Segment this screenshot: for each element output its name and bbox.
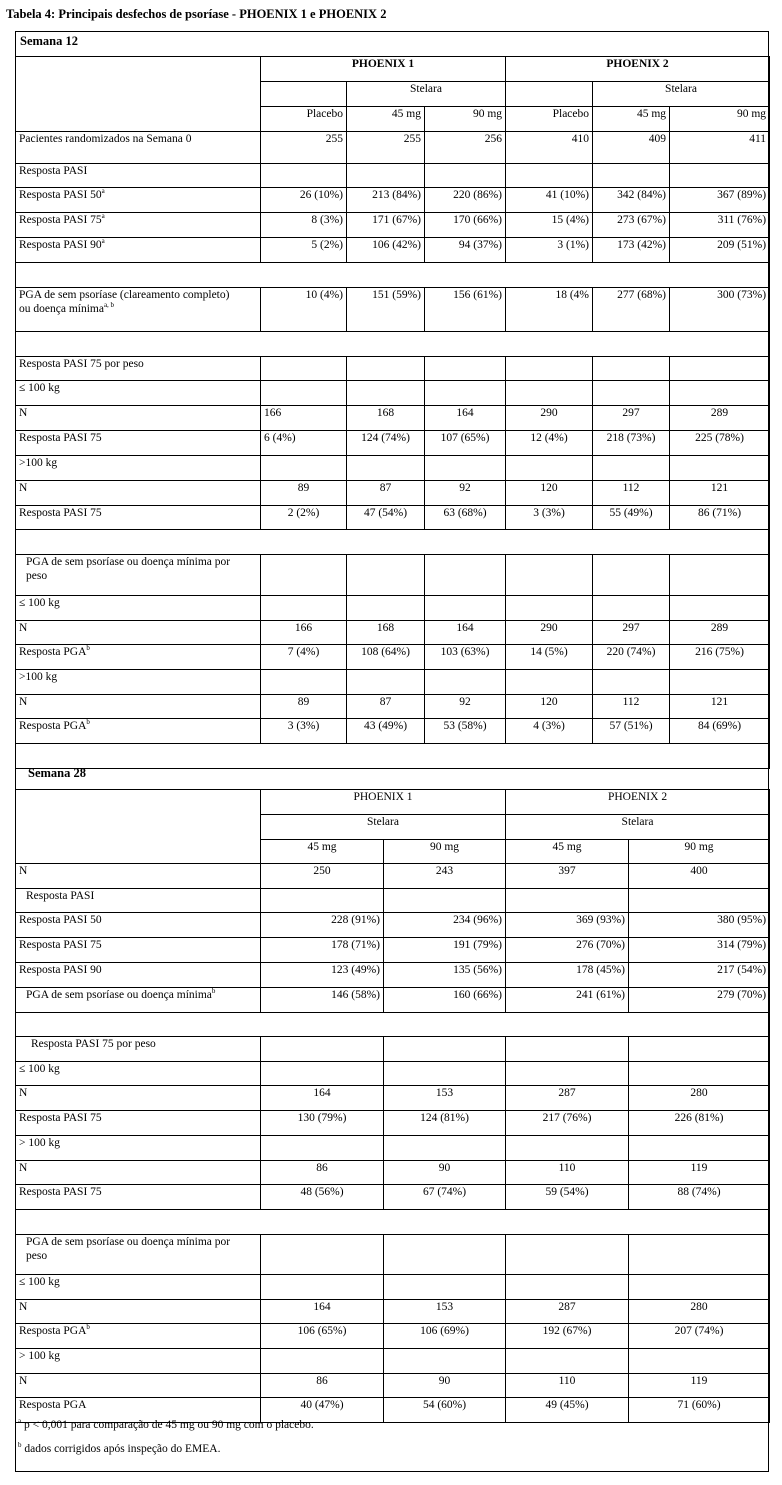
cell: 191 (79%): [384, 938, 506, 963]
cell: 3 (3%): [506, 506, 593, 530]
cell: 400: [629, 864, 770, 889]
cell: 87: [347, 481, 425, 506]
cell: 15 (4%): [506, 213, 593, 238]
cell: 106 (69%): [384, 1324, 506, 1349]
row-label: Resposta PASI 75 por peso: [16, 1037, 261, 1062]
cell: 6 (4%): [261, 431, 347, 456]
cell: 170 (66%): [425, 213, 506, 238]
cell: 110: [506, 1374, 629, 1398]
row-label: > 100 kg: [16, 1349, 261, 1374]
row-label: N: [16, 481, 261, 506]
placebo-header: Placebo: [506, 107, 593, 132]
cell: 241 (61%): [506, 988, 629, 1013]
phoenix1-header: PHOENIX 1: [261, 790, 506, 815]
spacer-row: [16, 1013, 770, 1037]
row-label: Resposta PASI 90: [16, 963, 261, 988]
cell: 130 (79%): [261, 1111, 384, 1136]
row-label: Resposta PGA$^b$: [16, 1324, 261, 1349]
cell: 49 (45%): [506, 1398, 629, 1423]
row-label: Resposta PASI 75 por peso: [16, 357, 261, 381]
cell: 216 (75%): [670, 645, 770, 670]
cell: 279 (70%): [629, 988, 770, 1013]
table-row: [16, 1235, 770, 1275]
table-row: [16, 357, 770, 381]
cell: 121: [670, 481, 770, 506]
row-label: N: [16, 695, 261, 719]
cell: 166: [261, 406, 347, 431]
cell: 90: [384, 1161, 506, 1185]
table-row: [16, 719, 770, 744]
cell: 48 (56%): [261, 1185, 384, 1210]
cell: 280: [629, 1300, 770, 1324]
cell: 43 (49%): [347, 719, 425, 744]
table-row: [16, 1086, 770, 1111]
row-label: >100 kg: [16, 456, 261, 481]
cell: 300 (73%): [670, 288, 770, 332]
cell: 166: [261, 621, 347, 645]
row-label: Resposta PASI 90$^a$: [16, 238, 261, 263]
row-label: PGA de sem psoríase ou doença mínima por peso: [16, 555, 261, 596]
cell: 277 (68%): [593, 288, 670, 332]
cell: 411: [670, 132, 770, 164]
cell: 273 (67%): [593, 213, 670, 238]
table-row: [16, 456, 770, 481]
cell: 86: [261, 1374, 384, 1398]
cell: 234 (96%): [384, 913, 506, 938]
cell: 297: [593, 621, 670, 645]
cell: 367 (89%): [670, 188, 770, 213]
spacer-row: [16, 263, 770, 288]
cell: 59 (54%): [506, 1185, 629, 1210]
row-label: Resposta PASI 75: [16, 506, 261, 530]
row-label: Resposta PASI: [16, 164, 261, 188]
cell: 4 (3%): [506, 719, 593, 744]
table-row: [16, 645, 770, 670]
table-row: [16, 164, 770, 188]
cell: 63 (68%): [425, 506, 506, 530]
table-row: [16, 1374, 770, 1398]
table-row: [16, 1349, 770, 1374]
cell: 7 (4%): [261, 645, 347, 670]
row-label: ≤ 100 kg: [16, 1275, 261, 1300]
cell: 213 (84%): [347, 188, 425, 213]
cell: 124 (74%): [347, 431, 425, 456]
blank-cell: [506, 82, 593, 107]
cell: 153: [384, 1300, 506, 1324]
table-row: [16, 431, 770, 456]
row-label: PGA de sem psoríase (clareamento completo) ou doença mínima$^{a, b}$: [16, 288, 261, 332]
table-row: [16, 406, 770, 431]
cell: 168: [347, 406, 425, 431]
cell: 287: [506, 1300, 629, 1324]
table-row: [16, 1037, 770, 1062]
cell: 342 (84%): [593, 188, 670, 213]
cell: 53 (58%): [425, 719, 506, 744]
cell: 108 (64%): [347, 645, 425, 670]
cell: 256: [425, 132, 506, 164]
cell: 280: [629, 1086, 770, 1111]
row-label: N: [16, 1300, 261, 1324]
cell: 255: [261, 132, 347, 164]
cell: 3 (3%): [261, 719, 347, 744]
week12-table: [15, 56, 770, 769]
row-label: >100 kg: [16, 670, 261, 695]
row-label: Resposta PASI 75: [16, 431, 261, 456]
cell: 192 (67%): [506, 1324, 629, 1349]
cell: 112: [593, 695, 670, 719]
row-label: PGA de sem psoríase ou doença mínima por peso: [16, 1235, 261, 1275]
week12-label: Semana 12: [20, 34, 78, 48]
table-row: [16, 288, 770, 332]
cell: 164: [261, 1086, 384, 1111]
phoenix2-header: PHOENIX 2: [506, 790, 770, 815]
cell: 120: [506, 695, 593, 719]
table-row: [16, 213, 770, 238]
cell: 89: [261, 695, 347, 719]
row-label: N: [16, 1086, 261, 1111]
cell: 86: [261, 1161, 384, 1185]
cell: 146 (58%): [261, 988, 384, 1013]
table-row: [16, 1136, 770, 1161]
cell: 287: [506, 1086, 629, 1111]
cell: 47 (54%): [347, 506, 425, 530]
table-title: Tabela 4: Principais desfechos de psoríase - PHOENIX 1 e PHOENIX 2: [6, 7, 387, 21]
cell: 90: [384, 1374, 506, 1398]
cell: 250: [261, 864, 384, 889]
cell: 290: [506, 621, 593, 645]
cell: 103 (63%): [425, 645, 506, 670]
stelara-header: Stelara: [593, 82, 770, 107]
row-label: Resposta PASI 50$^a$: [16, 188, 261, 213]
cell: 397: [506, 864, 629, 889]
cell: 54 (60%): [384, 1398, 506, 1423]
row-label: Resposta PGA$^b$: [16, 645, 261, 670]
table-row: [16, 1300, 770, 1324]
cell: 14 (5%): [506, 645, 593, 670]
cell: 225 (78%): [670, 431, 770, 456]
cell: 164: [261, 1300, 384, 1324]
row-label: N: [16, 1161, 261, 1185]
row-label: Resposta PASI 50: [16, 913, 261, 938]
week28-label: Semana 28: [28, 766, 86, 780]
table-row: [16, 596, 770, 621]
table-row: [16, 132, 770, 164]
cell: 164: [425, 406, 506, 431]
cell: 26 (10%): [261, 188, 347, 213]
cell: 40 (47%): [261, 1398, 384, 1423]
cell: 297: [593, 406, 670, 431]
row-label: ≤ 100 kg: [16, 381, 261, 406]
stelara-header: Stelara: [347, 82, 506, 107]
phoenix1-header: PHOENIX 1: [261, 57, 506, 82]
table-row: [16, 1275, 770, 1300]
blank-cell: [261, 82, 347, 107]
cell: 84 (69%): [670, 719, 770, 744]
stelara-header: Stelara: [506, 815, 770, 840]
cell: 168: [347, 621, 425, 645]
dose90-header: 90 mg: [384, 840, 506, 864]
header-empty-cell: [16, 57, 261, 132]
spacer-row: [16, 332, 770, 357]
table-row: [16, 1111, 770, 1136]
cell: 92: [425, 481, 506, 506]
cell: 110: [506, 1161, 629, 1185]
table-row: [16, 481, 770, 506]
cell: 173 (42%): [593, 238, 670, 263]
row-label: ≤ 100 kg: [16, 1062, 261, 1086]
cell: 12 (4%): [506, 431, 593, 456]
cell: 121: [670, 695, 770, 719]
cell: 135 (56%): [384, 963, 506, 988]
cell: 2 (2%): [261, 506, 347, 530]
row-label: ≤ 100 kg: [16, 596, 261, 621]
cell: 217 (76%): [506, 1111, 629, 1136]
row-label: Resposta PGA$^b$: [16, 719, 261, 744]
row-label: Resposta PASI 75: [16, 938, 261, 963]
cell: 255: [347, 132, 425, 164]
dose45-header: 45 mg: [506, 840, 629, 864]
placebo-header: Placebo: [261, 107, 347, 132]
row-label: Pacientes randomizados na Semana 0: [16, 132, 261, 164]
table-row: [16, 1324, 770, 1349]
cell: 220 (86%): [425, 188, 506, 213]
cell: 409: [593, 132, 670, 164]
row-label: N: [16, 406, 261, 431]
table-row: [16, 188, 770, 213]
table-row: [16, 913, 770, 938]
cell: 178 (71%): [261, 938, 384, 963]
table-row: [16, 381, 770, 406]
table-row: [16, 555, 770, 596]
dose90-header: 90 mg: [425, 107, 506, 132]
header-empty-cell: [16, 790, 261, 864]
cell: 171 (67%): [347, 213, 425, 238]
row-label: PGA de sem psoríase ou doença mínima$^b$: [16, 988, 261, 1013]
spacer-row: [16, 744, 770, 769]
cell: 55 (49%): [593, 506, 670, 530]
cell: 86 (71%): [670, 506, 770, 530]
cell: 380 (95%): [629, 913, 770, 938]
cell: 120: [506, 481, 593, 506]
week28-table: [15, 789, 770, 1423]
row-label: Resposta PASI 75$^a$: [16, 213, 261, 238]
cell: 112: [593, 481, 670, 506]
row-label: Resposta PASI 75: [16, 1185, 261, 1210]
cell: 41 (10%): [506, 188, 593, 213]
cell: 151 (59%): [347, 288, 425, 332]
cell: 156 (61%): [425, 288, 506, 332]
cell: 89: [261, 481, 347, 506]
cell: 289: [670, 621, 770, 645]
cell: 119: [629, 1374, 770, 1398]
cell: 107 (65%): [425, 431, 506, 456]
row-label: Resposta PASI 75: [16, 1111, 261, 1136]
table-row: [16, 695, 770, 719]
cell: 106 (42%): [347, 238, 425, 263]
dose45-header: 45 mg: [347, 107, 425, 132]
row-label: Resposta PASI: [16, 889, 261, 913]
table-row: [16, 506, 770, 530]
cell: 124 (81%): [384, 1111, 506, 1136]
dose45-header: 45 mg: [261, 840, 384, 864]
spacer-row: [16, 530, 770, 555]
cell: 220 (74%): [593, 645, 670, 670]
cell: 88 (74%): [629, 1185, 770, 1210]
table-row: [16, 1185, 770, 1210]
footnote-b: $^b$ dados corrigidos após inspeção do EMEA.: [18, 1441, 221, 1455]
row-label: > 100 kg: [16, 1136, 261, 1161]
cell: 164: [425, 621, 506, 645]
cell: 10 (4%): [261, 288, 347, 332]
cell: 178 (45%): [506, 963, 629, 988]
cell: 92: [425, 695, 506, 719]
table-row: [16, 988, 770, 1013]
cell: 123 (49%): [261, 963, 384, 988]
dose90-header: 90 mg: [629, 840, 770, 864]
row-label: N: [16, 864, 261, 889]
cell: 160 (66%): [384, 988, 506, 1013]
cell: 106 (65%): [261, 1324, 384, 1349]
cell: 153: [384, 1086, 506, 1111]
row-label: Resposta PGA: [16, 1398, 261, 1423]
cell: 209 (51%): [670, 238, 770, 263]
cell: 276 (70%): [506, 938, 629, 963]
dose90-header: 90 mg: [670, 107, 770, 132]
stelara-header: Stelara: [261, 815, 506, 840]
cell: 119: [629, 1161, 770, 1185]
cell: 410: [506, 132, 593, 164]
cell: 57 (51%): [593, 719, 670, 744]
cell: 5 (2%): [261, 238, 347, 263]
table-row: [16, 670, 770, 695]
dose45-header: 45 mg: [593, 107, 670, 132]
cell: 243: [384, 864, 506, 889]
table-row: [16, 238, 770, 263]
cell: 67 (74%): [384, 1185, 506, 1210]
cell: 207 (74%): [629, 1324, 770, 1349]
cell: 71 (60%): [629, 1398, 770, 1423]
cell: 218 (73%): [593, 431, 670, 456]
row-label: N: [16, 621, 261, 645]
table-row: [16, 963, 770, 988]
table-row: [16, 1161, 770, 1185]
cell: 311 (76%): [670, 213, 770, 238]
table-row: [16, 889, 770, 913]
cell: 94 (37%): [425, 238, 506, 263]
cell: 369 (93%): [506, 913, 629, 938]
cell: 228 (91%): [261, 913, 384, 938]
cell: 87: [347, 695, 425, 719]
row-label: N: [16, 1374, 261, 1398]
table-row: [16, 621, 770, 645]
cell: 226 (81%): [629, 1111, 770, 1136]
cell: 3 (1%): [506, 238, 593, 263]
table-row: [16, 864, 770, 889]
table-row: [16, 1062, 770, 1086]
spacer-row: [16, 1210, 770, 1235]
cell: 289: [670, 406, 770, 431]
cell: 8 (3%): [261, 213, 347, 238]
phoenix2-header: PHOENIX 2: [506, 57, 770, 82]
cell: 217 (54%): [629, 963, 770, 988]
cell: 314 (79%): [629, 938, 770, 963]
cell: 18 (4%: [506, 288, 593, 332]
cell: 290: [506, 406, 593, 431]
table-row: [16, 938, 770, 963]
footnote-a: $^a$ p < 0,001 para comparação de 45 mg ou 90 mg com o placebo.: [18, 1417, 314, 1431]
